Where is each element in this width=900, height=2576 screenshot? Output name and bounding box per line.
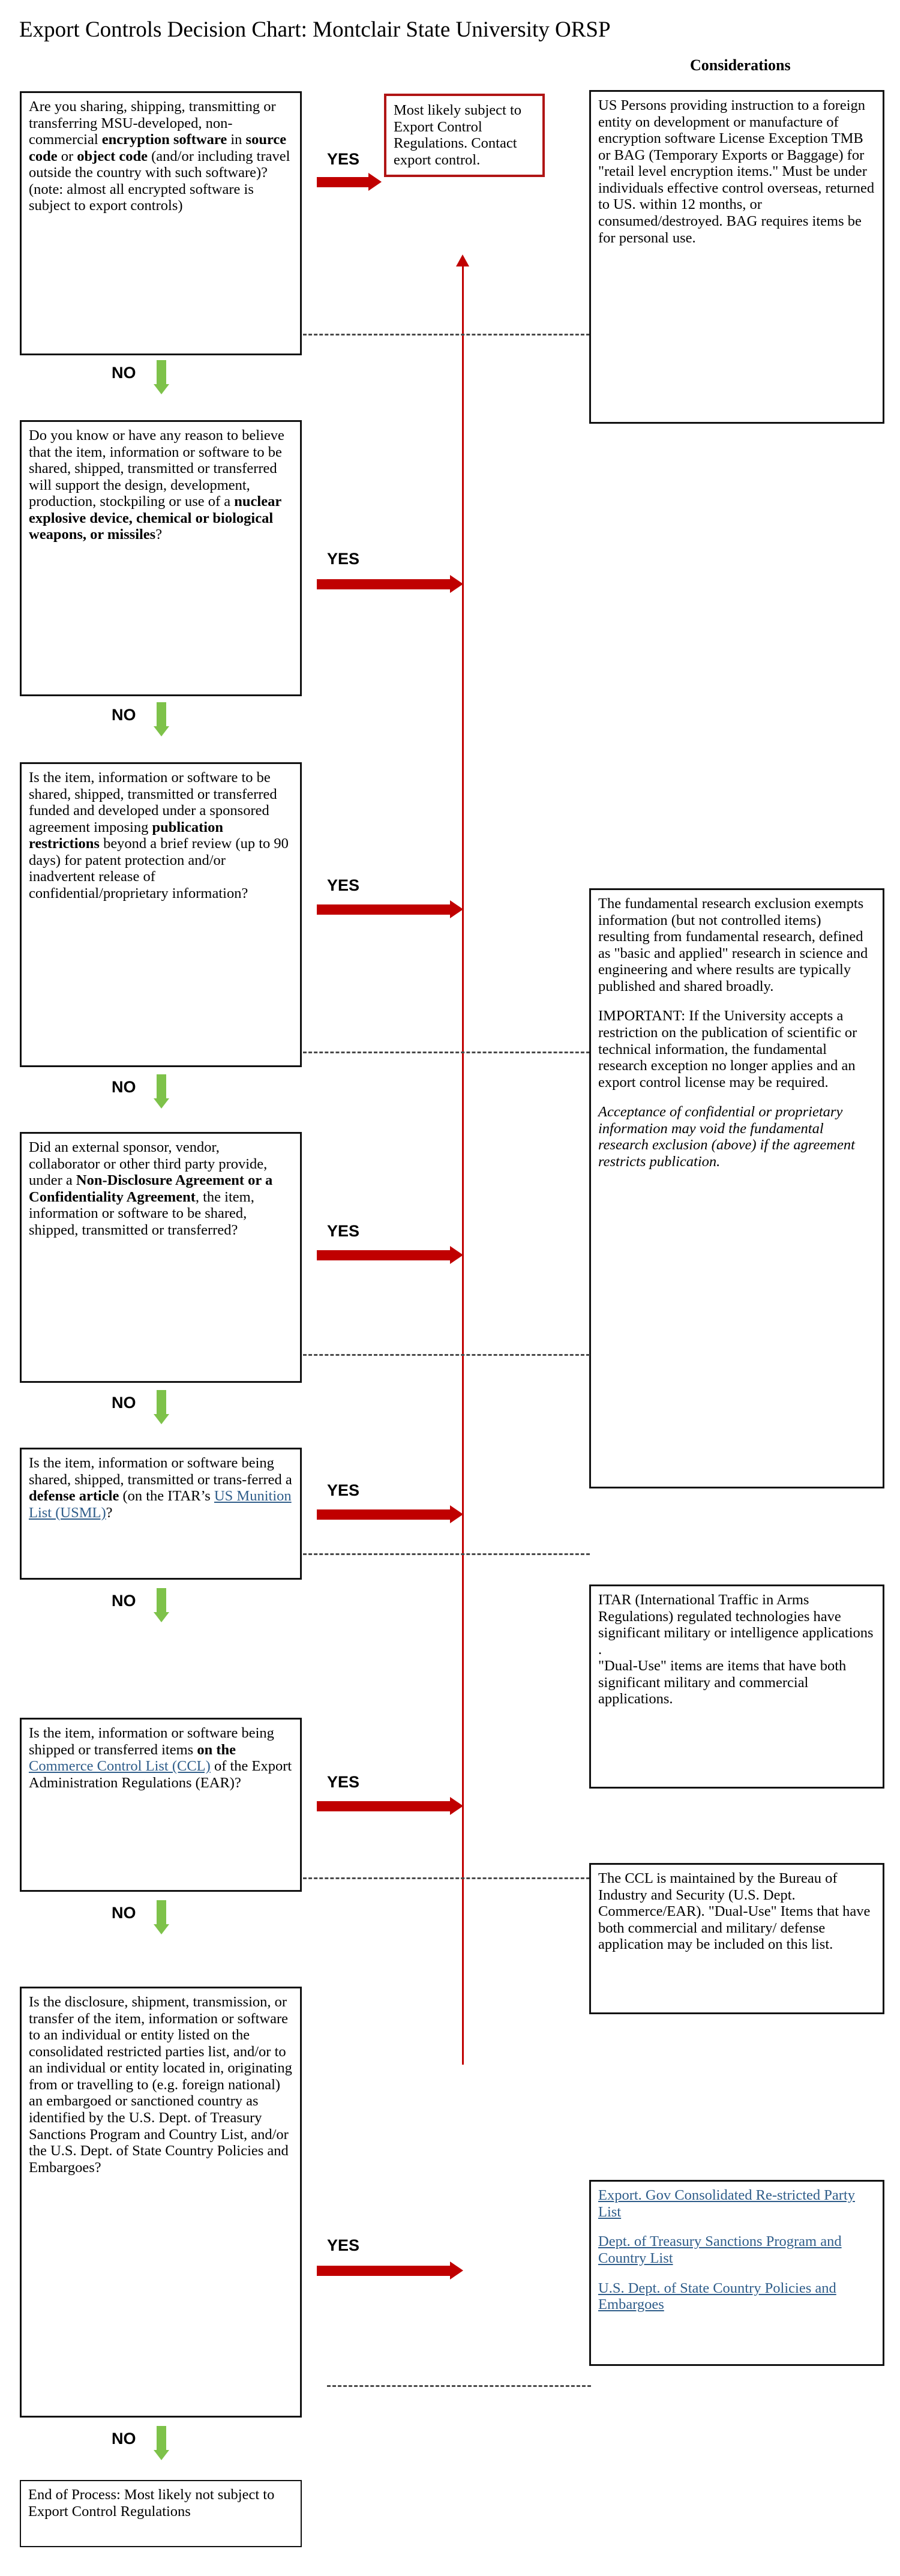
arrow-head-icon xyxy=(450,575,463,593)
no-arrow-5 xyxy=(154,1588,169,1622)
arrow-head-icon xyxy=(450,900,463,918)
reference-links-box xyxy=(589,2180,884,2366)
yes-collector-arrowhead-icon xyxy=(456,254,469,266)
decision-box-publication-restrictions xyxy=(20,762,302,1067)
arrow-head-icon xyxy=(154,726,169,736)
yes-arrow-1 xyxy=(317,174,382,190)
yes-label-2: YES xyxy=(327,550,360,568)
page-title: Export Controls Decision Chart: Montclair State University ORSP xyxy=(19,17,611,42)
end-of-process-box xyxy=(20,2480,302,2547)
arrow-shaft xyxy=(157,702,166,726)
consideration-box-itar-dual-use xyxy=(589,1584,884,1789)
yes-arrow-3 xyxy=(317,901,463,917)
consideration-paragraph: Acceptance of confidential or proprietary information may void the fundamental research exclusion (above) if the agreement restricts publication. xyxy=(598,1104,855,1170)
dashed-connector-4 xyxy=(303,1354,590,1356)
arrow-head-icon xyxy=(154,1612,169,1622)
decision-text: Is the disclosure, shipment, transmission, or transfer of the item, information or software to an individual or entity listed on the consolidated restricted parties list, and/or to an individual or entity located in, originating from or travelling to (e.g. foreign national) an embargoed or sanctioned country as identified by the U.S. Dept. of Treasury Sanctions Program and Country List, and/or the U.S. Dept. of State Country Policies and Embargoes? xyxy=(29,1994,292,2176)
yes-arrow-4 xyxy=(317,1247,463,1263)
decision-text: Do you know or have any reason to believe that the item, information or software to be shared, shipped, transmitted or transferred will support the design, development, production, stockpiling or use of a nuclear explosive device, chemical or biological weapons, or missiles? xyxy=(29,427,284,543)
yes-arrow-2 xyxy=(317,576,463,592)
no-arrow-2 xyxy=(154,702,169,736)
arrow-shaft xyxy=(157,2426,166,2450)
arrow-head-icon xyxy=(154,1098,169,1109)
decision-text: Is the item, information or software being shared, shipped, transmitted or trans-ferred a defense article (on the ITAR’s US Munition List (USML)? xyxy=(29,1455,292,1521)
decision-box-restricted-parties-embargoed xyxy=(20,1987,302,2418)
yes-label-7: YES xyxy=(327,2236,360,2254)
arrow-shaft xyxy=(317,1801,450,1811)
considerations-column-heading: Considerations xyxy=(690,56,791,74)
arrow-head-icon xyxy=(154,1924,169,1934)
no-arrow-1 xyxy=(154,360,169,394)
terminal-text: Most likely subject to Export Control Regulations. Contact export control. xyxy=(394,102,521,169)
yes-arrow-5 xyxy=(317,1506,463,1522)
arrow-head-icon xyxy=(154,384,169,394)
arrow-head-icon xyxy=(450,1246,463,1264)
terminal-subject-to-export-control xyxy=(384,94,545,177)
consideration-text: The CCL is maintained by the Bureau of Industry and Security (U.S. Dept. Commerce/EAR). "Dual-Use" Items that have both commercial and military/ defense application may be included on this list. xyxy=(598,1870,871,1953)
arrow-shaft xyxy=(157,1390,166,1414)
arrow-head-icon xyxy=(450,1505,463,1523)
arrow-shaft xyxy=(317,1250,450,1260)
arrow-shaft xyxy=(317,579,450,589)
arrow-head-icon xyxy=(154,1414,169,1424)
yes-label-3: YES xyxy=(327,876,360,894)
decision-box-commerce-control-list xyxy=(20,1718,302,1892)
yes-label-1: YES xyxy=(327,150,360,168)
consideration-box-fundamental-research-exclusion xyxy=(589,888,884,1488)
no-label-2: NO xyxy=(112,706,136,724)
link-state-country-policies-embargoes[interactable]: U.S. Dept. of State Country Policies and Embargoes xyxy=(598,2280,836,2313)
arrow-shaft xyxy=(317,904,450,915)
yes-arrow-7 xyxy=(317,2263,463,2278)
no-label-5: NO xyxy=(112,1592,136,1610)
link-export-gov-consolidated-restricted-party-list[interactable]: Export. Gov Consolidated Re-stricted Party List xyxy=(598,2187,855,2220)
arrow-shaft xyxy=(317,1509,450,1520)
yes-label-6: YES xyxy=(327,1773,360,1791)
decision-box-weapons-support xyxy=(20,420,302,696)
consideration-paragraph: IMPORTANT: If the University accepts a restriction on the publication of scientific or technical information, the fundamental research exception no longer applies and an export control license may be required. xyxy=(598,1008,857,1091)
arrow-head-icon xyxy=(154,2450,169,2460)
no-label-6: NO xyxy=(112,1904,136,1922)
yes-label-5: YES xyxy=(327,1481,360,1499)
decision-text: Are you sharing, shipping, transmitting or transferring MSU-developed, non-commercial encryption software in source code or object code (and/or including travel outside the country with such software)? (note: almost all encrypted software is subject to export controls) xyxy=(29,98,290,214)
decision-box-nda-confidentiality xyxy=(20,1132,302,1383)
dashed-connector-1 xyxy=(303,334,590,336)
no-label-7: NO xyxy=(112,2430,136,2448)
dashed-connector-5 xyxy=(303,1553,590,1555)
decision-text: Is the item, information or software being shipped or transferred items on the Commerce Control List (CCL) of the Export Administration Regulations (EAR)? xyxy=(29,1725,292,1791)
arrow-shaft xyxy=(317,177,368,187)
decision-text: Did an external sponsor, vendor, collaborator or other third party provide, under a Non-Disclosure Agreement or a Confidentiality Agreement, the item, information or software to be shared, shipped, transmitted or transferred? xyxy=(29,1139,273,1238)
dashed-connector-3 xyxy=(303,1052,590,1053)
arrow-shaft xyxy=(157,360,166,384)
no-arrow-3 xyxy=(154,1074,169,1109)
consideration-text: ITAR (International Traffic in Arms Regulations) regulated technologies have significant military or intelligence applications . "Dual-Use" items are items that have both significant military and commercial applications. xyxy=(598,1592,874,1708)
dashed-connector-7 xyxy=(327,2385,591,2387)
consideration-box-encryption-license-exceptions xyxy=(589,90,884,424)
consideration-box-ccl-maintained-by-bis xyxy=(589,1863,884,2014)
arrow-shaft xyxy=(157,1900,166,1924)
end-of-process-text: End of Process: Most likely not subject to Export Control Regulations xyxy=(28,2487,275,2520)
arrow-shaft xyxy=(157,1074,166,1098)
arrow-shaft xyxy=(157,1588,166,1612)
arrow-head-icon xyxy=(368,173,382,191)
decision-text: Is the item, information or software to be shared, shipped, transmitted or transferred funded and developed under a sponsored agreement imposing publication restrictions beyond a brief review (up to 90 days) for patent protection and/or inadvertent release of confidential/proprietary information? xyxy=(29,769,289,901)
yes-collector-line xyxy=(462,264,464,2065)
dashed-connector-6 xyxy=(303,1877,590,1879)
no-arrow-7 xyxy=(154,2426,169,2460)
arrow-head-icon xyxy=(450,1797,463,1815)
no-label-1: NO xyxy=(112,364,136,382)
no-label-4: NO xyxy=(112,1394,136,1412)
arrow-head-icon xyxy=(450,2262,463,2280)
consideration-text: US Persons providing instruction to a foreign entity on development or manufacture of encryption software License Exception TMB or BAG (Temporary Exports or Baggage) for "retail level encryption items." Must be under individuals effective control overseas, returned to US. within 12 months, or consumed/destroyed. BAG requires items be for personal use. xyxy=(598,97,875,246)
yes-label-4: YES xyxy=(327,1222,360,1240)
no-arrow-6 xyxy=(154,1900,169,1934)
no-label-3: NO xyxy=(112,1078,136,1096)
yes-arrow-6 xyxy=(317,1798,463,1814)
decision-box-encryption-software xyxy=(20,91,302,355)
decision-box-defense-article-usml xyxy=(20,1448,302,1580)
link-treasury-sanctions-program-country-list[interactable]: Dept. of Treasury Sanctions Program and Country List xyxy=(598,2233,842,2267)
consideration-paragraph: The fundamental research exclusion exempts information (but not controlled items) resulting from fundamental research, defined as "basic and applied" research in science and engineering and where results are typically published and shared broadly. xyxy=(598,895,868,995)
no-arrow-4 xyxy=(154,1390,169,1424)
arrow-shaft xyxy=(317,2266,450,2276)
